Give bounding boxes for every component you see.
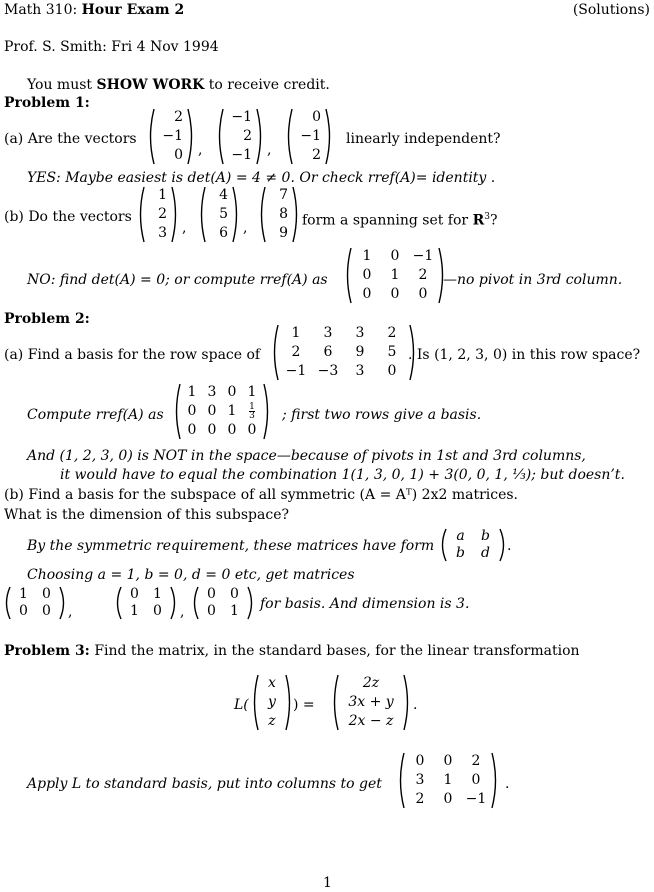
matrix-cell: −3 [317,363,339,379]
right-paren [172,187,176,242]
left-paren [195,587,199,619]
matrix-cell: 0 [471,772,481,788]
left-paren [177,384,181,439]
matrix-cell: 1 [153,586,162,602]
p2b-answer-2: Choosing a = 1, b = 0, d = 0 etc, get matrices [27,567,355,583]
matrix-cell: 8 [279,206,288,222]
matrix-cell: 0 [42,586,51,602]
p1b-question-end [302,209,497,229]
real-R: R [472,212,485,229]
vector-comma: , [198,142,203,158]
matrix-cell: 0 [362,267,372,283]
p3-answer-period: . [505,776,510,792]
matrix-cell: 6 [323,344,333,360]
problem-2-heading: Problem 2: [4,311,90,327]
prof-line: Prof. S. Smith: Fri 4 Nov 1994 [4,39,219,55]
matrix-cell: 0 [443,753,453,769]
matrix-cell: 0 [247,422,257,438]
matrix-cell: 1 [130,603,139,619]
left-paren [443,529,447,561]
p2a-answer-end: ; first two rows give a basis. [282,407,482,423]
matrix-cell: 2 [243,128,252,144]
matrix-cell: 5 [387,344,397,360]
matrix-cell: 0 [418,286,428,302]
matrix-cell: 0 [230,586,239,602]
matrix-body [330,674,412,731]
matrix-cell: 0 [207,422,217,438]
matrix-body [396,752,500,809]
matrix-cell: 9 [355,344,365,360]
matrix-cell: 6 [219,225,228,241]
matrix-cell: x [268,675,276,691]
matrix-cell: 2 [418,267,428,283]
vector-comma: , [267,142,272,158]
matrix-cell: 0 [174,147,183,163]
problem-3-line [4,643,580,659]
left-paren [202,187,206,242]
matrix-cell: −1 [412,248,434,264]
matrix-body [197,186,241,243]
left-paren [118,587,122,619]
matrix-cell: 0 [207,403,217,419]
right-paren [60,587,64,619]
matrix-cell: 1 [390,267,400,283]
matrix-cell: 1 [247,384,257,400]
matrix-cell: 3 [415,772,425,788]
matrix-cell: 2 [471,753,481,769]
p2a-answer-start: Compute rref(A) as [27,407,164,423]
matrix-cell: 0 [42,603,51,619]
p2a-answer-line4: it would have to equal the combination 1(1, 3, 0, 1) + 3(0, 0, 1, ⅓); but doesn’t. [60,467,625,483]
right-paren [439,248,443,303]
problem-3-heading: Problem 3: [4,643,90,659]
matrix-cell: 1 [443,772,453,788]
matrix-body [343,247,447,304]
right-paren [233,187,237,242]
matrix-body [257,186,301,243]
left-paren [335,675,339,730]
p2b-comma-2: , [180,604,185,620]
matrix-cell: 2x − z [348,713,394,729]
matrix-body [215,108,265,165]
matrix-cell: d [481,545,490,561]
p2b-question-2: What is the dimension of this subspace? [4,507,289,523]
superscript-3: 3 [484,212,490,222]
right-paren [404,675,408,730]
matrix-cell: 0 [415,753,425,769]
right-paren [188,109,192,164]
left-paren [7,587,11,619]
right-paren [286,675,290,730]
matrix-cell: −1 [300,128,321,144]
matrix-cell: 0 [443,791,453,807]
matrix-cell: 0 [227,422,237,438]
course-label: Math 310: [4,2,78,18]
p1a-question-end: linearly independent? [346,131,501,147]
matrix-cell: a [456,528,465,544]
problem-1-heading: Problem 1: [4,95,90,111]
p1b-q3: ? [489,212,498,229]
matrix-body [172,383,272,440]
matrix-body [146,108,196,165]
vector-comma: , [243,220,248,236]
p2b-period: . [507,538,512,554]
p2a-question-start: (a) Find a basis for the row space of [4,347,261,363]
matrix-cell: 7 [279,187,288,203]
matrix-cell: −1 [231,147,252,163]
page-number: 1 [323,875,332,891]
p2a-answer-line3: And (1, 2, 3, 0) is NOT in the space—because of pivots in 1st and 3rd columns, [27,448,586,464]
matrix-cell: 0 [207,603,216,619]
left-paren [255,675,259,730]
right-paren [264,384,268,439]
matrix-cell: 0 [153,603,162,619]
left-paren [262,187,266,242]
p1b-answer-end: —no pivot in 3rd column. [443,272,623,288]
p3-period: . [413,697,418,713]
right-paren [257,109,261,164]
matrix-cell: 0 [227,384,237,400]
right-paren [326,109,330,164]
matrix-cell: b [481,528,490,544]
matrix-cell: y [268,694,276,710]
matrix-cell: 9 [279,225,288,241]
p1b-answer-start: NO: find det(A) = 0; or compute rref(A) as [27,272,328,288]
vector-comma: , [182,220,187,236]
matrix-cell: 3 [323,325,333,341]
matrix-body [438,528,508,562]
matrix-cell: −1 [285,363,307,379]
matrix-body [250,674,294,731]
intro-post: to receive credit. [204,77,330,93]
matrix-cell: 0 [312,109,321,125]
matrix-cell: 3 [355,363,365,379]
p3-answer: Apply L to standard basis, put into columns to get [27,776,382,792]
matrix-cell: 2 [174,109,183,125]
right-paren [492,753,496,808]
p1a-question-start: (a) Are the vectors [4,131,137,147]
right-paren [293,187,297,242]
matrix-cell: 1 [158,187,167,203]
matrix-cell: 1 [291,325,301,341]
matrix-cell: −1 [162,128,183,144]
matrix-cell: 1 [362,248,372,264]
left-paren [220,109,224,164]
matrix-cell: 0 [390,286,400,302]
right-paren [248,587,252,619]
matrix-cell: 3 [355,325,365,341]
matrix-body [270,324,418,381]
matrix-cell: −1 [465,791,487,807]
matrix-cell: 1 [19,586,28,602]
p2b-question-1: (b) Find a basis for the subspace of all symmetric (A = Aᵀ) 2x2 matrices. [4,487,518,503]
matrix-cell: 0 [19,603,28,619]
intro-pre: You must [27,77,97,93]
matrix-cell: 0 [130,586,139,602]
left-paren [348,248,352,303]
matrix-cell: 1 [230,603,239,619]
p2b-answer-3: for basis. And dimension is 3. [260,596,470,612]
p2b-comma-1: , [68,604,73,620]
matrix-cell: 0 [187,422,197,438]
p3-equals: ) = [293,697,315,713]
left-paren [141,187,145,242]
course-header [4,2,184,18]
matrix-cell: −1 [231,109,252,125]
matrix-cell: 2 [415,791,425,807]
matrix-cell: $\frac{1}{3}$ [249,401,255,421]
matrix-cell: 2z [362,675,380,691]
p3-question: Find the matrix, in the standard bases, for the linear transformation [94,643,580,659]
right-paren [171,587,175,619]
matrix-body [136,186,180,243]
matrix-cell: 0 [187,403,197,419]
intro-bold: SHOW WORK [96,77,205,93]
p3-L: L( [234,697,249,713]
matrix-cell: 1 [187,384,197,400]
left-paren [289,109,293,164]
matrix-body [2,586,68,620]
matrix-cell: 1 [227,403,237,419]
p1b-q2: form a spanning set for [302,212,473,229]
matrix-cell: 2 [312,147,321,163]
p2b-answer-1: By the symmetric requirement, these matrices have form [27,538,435,554]
matrix-cell: 2 [291,344,301,360]
matrix-body [284,108,334,165]
p2a-question-end: . Is (1, 2, 3, 0) in this row space? [408,347,641,363]
matrix-body [190,586,256,620]
matrix-cell: 2 [387,325,397,341]
matrix-cell: 5 [219,206,228,222]
matrix-cell: 3x + y [348,694,394,710]
matrix-cell: z [268,713,276,729]
matrix-cell: 0 [387,363,397,379]
right-paren [500,529,504,561]
matrix-cell: 0 [207,586,216,602]
p1a-answer: YES: Maybe easiest is det(A) = 4 ≠ 0. Or check rref(A)= identity . [27,170,496,186]
solutions-label: (Solutions) [572,2,650,18]
matrix-cell: b [456,545,465,561]
intro-line [27,77,330,93]
matrix-cell: 0 [390,248,400,264]
matrix-cell: 2 [158,206,167,222]
left-paren [275,325,279,380]
matrix-cell: 4 [219,187,228,203]
matrix-cell: 0 [362,286,372,302]
matrix-body [113,586,179,620]
p1b-question-start: (b) Do the vectors [4,209,132,225]
left-paren [401,753,405,808]
matrix-cell: 3 [207,384,217,400]
left-paren [151,109,155,164]
exam-title: Hour Exam 2 [81,2,185,18]
matrix-cell: 3 [158,225,167,241]
